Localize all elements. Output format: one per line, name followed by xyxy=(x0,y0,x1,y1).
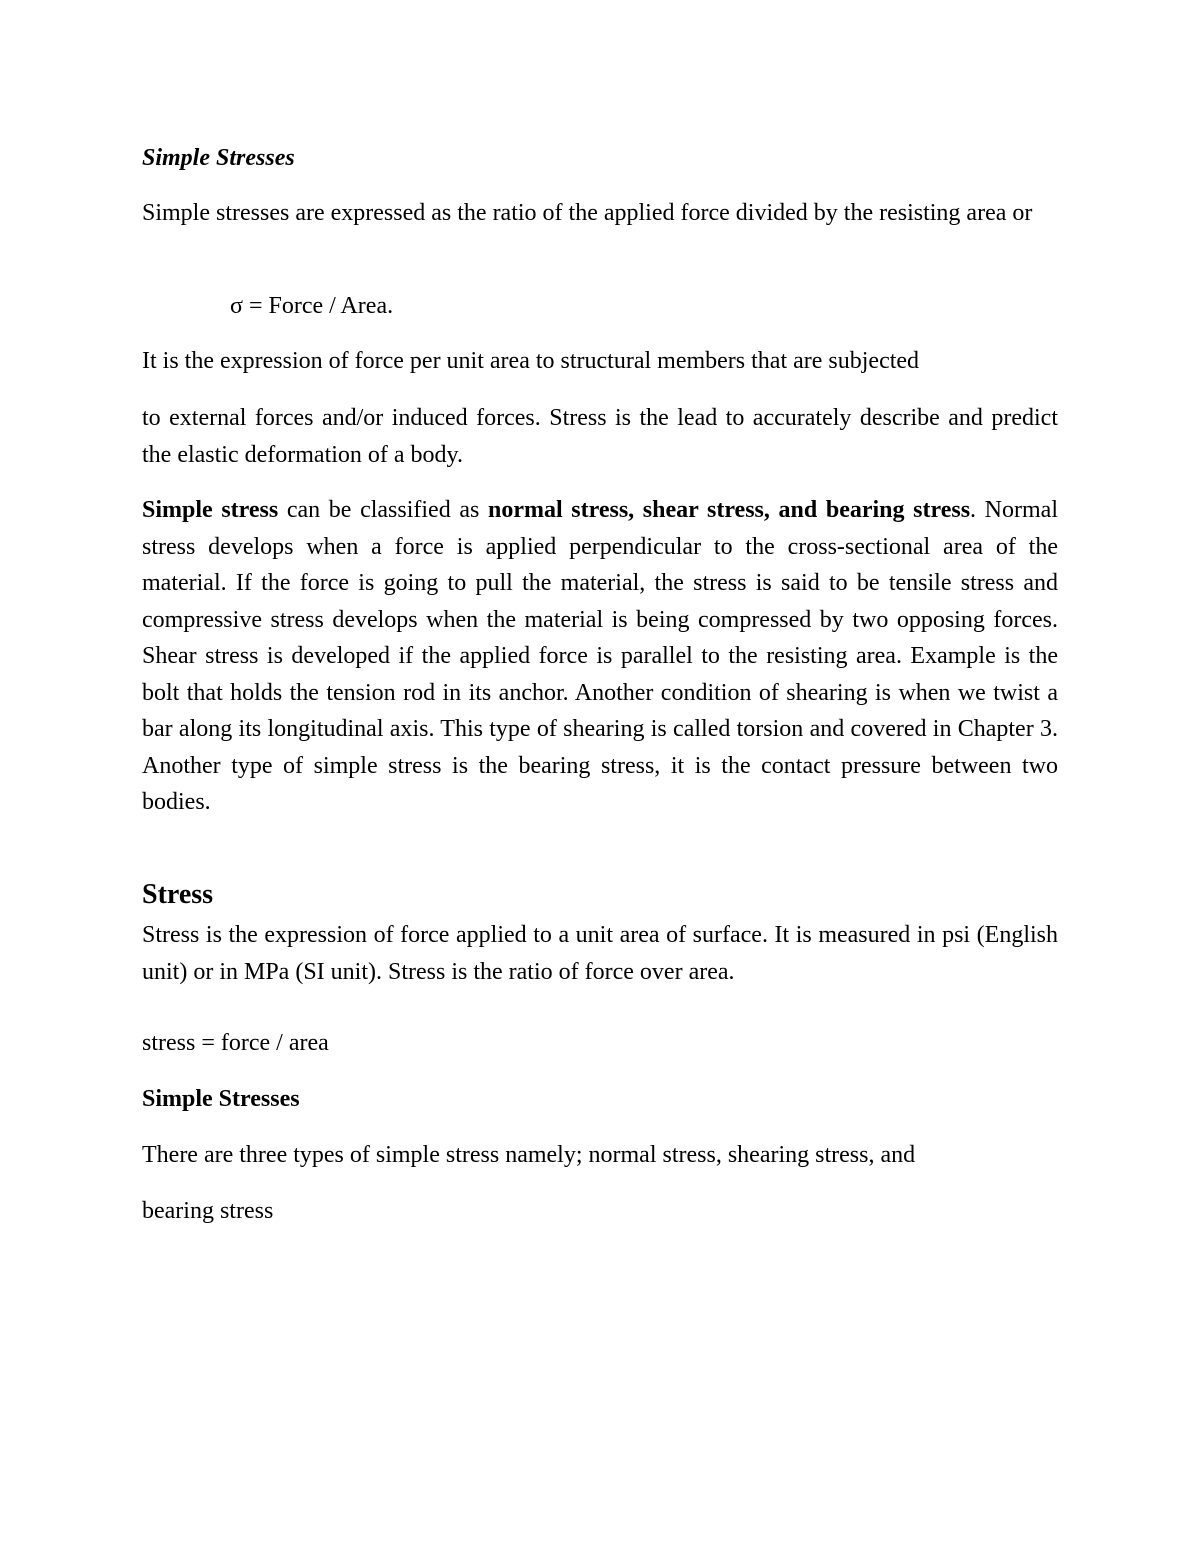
stress-types-bold: normal stress, shear stress, and bearing stress xyxy=(487,497,971,523)
simple-stress-bold: Simple stress xyxy=(142,497,279,523)
stress-definition-paragraph: Stress is the expression of force applied to a unit area of surface. It is measured in psi (English unit) or in MPa (SI unit). Stress is the ratio of force over area. xyxy=(142,922,1058,985)
types-line-continued: bearing stress xyxy=(142,1198,274,1224)
section-title-simple-stresses-bold: Simple Stresses xyxy=(142,1086,300,1112)
classification-paragraph xyxy=(142,492,1058,821)
types-line: There are three types of simple stress namely; normal stress, shearing stress, and xyxy=(142,1142,916,1168)
intro-paragraph: Simple stresses are expressed as the ratio of the applied force divided by the resisting area or xyxy=(142,200,1033,226)
definition-line: It is the expression of force per unit area to structural members that are subjected xyxy=(142,348,920,374)
classification-text-1: can be classified as xyxy=(278,497,488,523)
stress-formula-lowercase: stress = force / area xyxy=(142,1030,329,1056)
section-title-stress: Stress xyxy=(142,879,214,910)
external-forces-paragraph: to external forces and/or induced forces. Stress is the lead to accurately describe and predict the elastic deformation of a body. xyxy=(142,405,1058,468)
stress-formula: σ = Force / Area. xyxy=(230,293,394,319)
classification-text-2: . Normal stress develops when a force is applied perpendicular to the cross-sectional area of the material. If the force is going to pull the material, the stress is said to be tensile stress and compressive stress develops when the material is being compressed by two opposing forces. Shear stress is developed if the applied force is parallel to the resisting area. Example is the bolt that holds the tension rod in its anchor. Another condition of shearing is when we twist a bar along its longitudinal axis. This type of shearing is called torsion and covered in Chapter 3. Another type of simple stress is the bearing stress, it is the contact pressure between two bodies. xyxy=(142,497,1058,815)
section-title-simple-stresses-italic: Simple Stresses xyxy=(142,145,295,171)
